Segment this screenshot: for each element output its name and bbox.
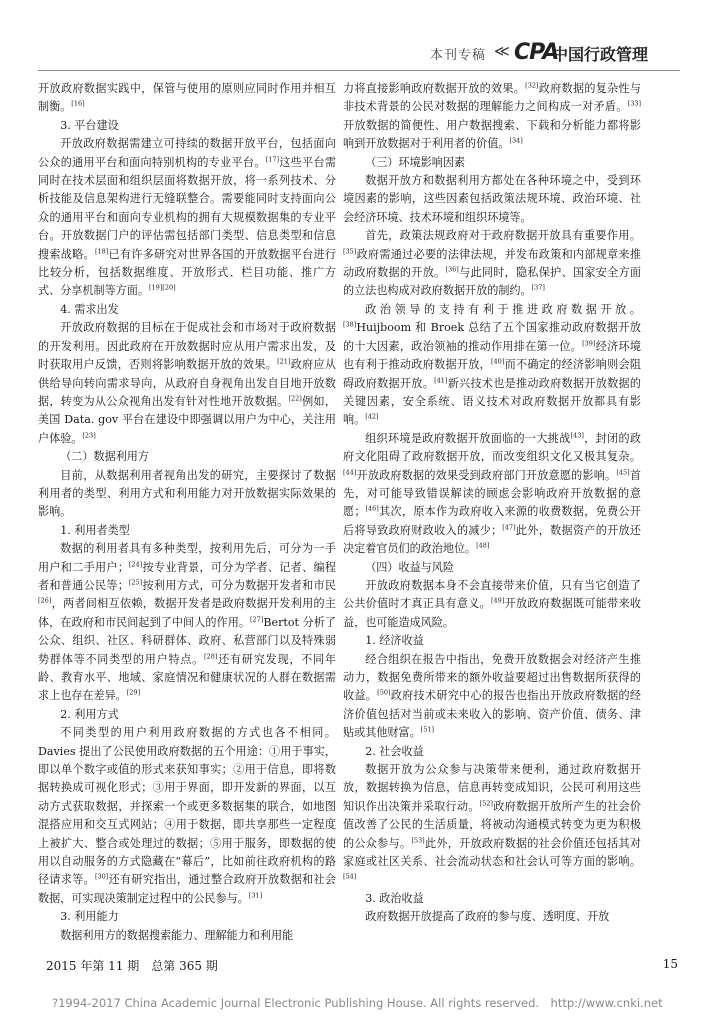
text-run: 按专业背景，可分为学者、记者、编程者和普通公民等； [38, 560, 336, 592]
paragraph [343, 761, 641, 890]
section-heading [38, 117, 336, 135]
citation-ref: [25] [128, 578, 143, 587]
journal-logo: CPA [514, 40, 559, 65]
text-run: 开放政府数据的效果受到政府部门开放意愿的影响。 [356, 468, 617, 482]
paragraph [38, 319, 336, 448]
text-run: 此外，数据资产的开放还决定着官员们的政治地位。 [343, 523, 641, 556]
text-run: 政府数据开放提高了政府的参与度、透明度、开放 [365, 910, 610, 924]
citation-ref: [48] [476, 541, 490, 550]
citation-ref: [45] [616, 467, 630, 476]
paragraph [38, 540, 336, 706]
citation-ref: [47] [502, 523, 516, 532]
journal-name: 中国行政管理 [552, 45, 649, 64]
paragraph [343, 301, 641, 430]
citation-ref: [44] [343, 467, 357, 476]
citation-ref: [22] [288, 394, 302, 403]
text-run: 3. 平台建设 [60, 118, 119, 132]
text-run: 政府数据开放所产生的社会价值改善了公民的生活质量，将被动沟通模式转变为更为积极的公众参与。 [343, 799, 641, 850]
text-run: 目前，从数据利用者视角出发的研究，主要探讨了数据利用者的类型、利用方式和利用能力对开放数据实际效果的影响。 [38, 468, 336, 519]
text-run: 其次，原本作为政府收入来源的收费数据，免费公开后将导致政府财政收入的减少； [343, 505, 641, 537]
text-run: 政府技术研究中心的报告也指出开放政府数据的经济价值包括对当前或未来收入的影响、资产价值、债务、津贴或其他财富。 [343, 689, 641, 740]
text-run: 数据利用方的数据搜索能力、理解能力和利用能 [60, 928, 294, 942]
text-run: 3. 政治收益 [365, 891, 424, 905]
citation-ref: [41] [434, 375, 448, 384]
citation-ref: [31] [248, 891, 263, 900]
text-run: 与此同时，隐私保护、国家安全方面的立法也构成对政府数据开放的制约。 [343, 266, 641, 298]
citation-ref: [17] [265, 154, 280, 163]
paragraph [38, 927, 336, 945]
section-heading [38, 522, 336, 540]
citation-ref: [52] [479, 799, 493, 808]
text-run: Bertot 分析了公众、组织、社区、科研群体、政府、私营部门以及特殊弱势群体等不同类型的用户特点。 [38, 615, 336, 666]
section-heading [38, 448, 336, 466]
text-run: 1. 经济收益 [365, 634, 424, 648]
citation-ref: [43] [570, 431, 584, 440]
citation-ref: [40] [491, 357, 505, 366]
text-run: （二）数据利用方 [60, 450, 149, 464]
text-run: 组织环境是政府数据开放面临的一大挑战 [365, 431, 571, 445]
citation-ref: [21] [277, 357, 291, 366]
paragraph [38, 80, 336, 117]
text-run: 政府应从供给导向转向需求导向，从政府自身视角出发自目地开放数据，转变为从公众视角出发有针对性地开放数据。 [38, 358, 336, 408]
copyright-notice: ?1994-2017 China Academic Journal Electronic Publishing House. All rights reserved. http://www.cnki.net [52, 996, 663, 1010]
text-run: 政府需通过必要的法律法规，并发布政策和内部规章来推动政府数据的开放。 [343, 247, 641, 280]
paragraph [343, 227, 641, 301]
text-run: 开放政府数据实践中，保管与使用的原则应同时作用并相互制衡。 [38, 82, 336, 114]
section-heading [343, 632, 641, 650]
section-heading [343, 890, 641, 908]
text-run: 新兴技术也是推动政府数据开放数据的关键因素，安全系统、语义技术对政府数据开放都具有影响。 [343, 376, 641, 427]
text-run: 数据开放方和数据利用方都处在各种环境之中，受到环境因素的影响，这些因素包括政策法规环境、政治环境、社会经济环境、技术环境和组织环境等。 [343, 174, 641, 224]
paragraph [343, 651, 641, 743]
text-run: 经济环境也有利于推动政府数据开放， [343, 339, 641, 372]
text-run: 首先，政策法规政府对于政府数据开放具有重要作用。 [365, 229, 641, 243]
text-run: 政治领导的支持有利于推进政府数据开放。 [365, 302, 641, 316]
text-run: 经合组织在报告中指出，免费开放数据会对经济产生推动力，数据免费所带来的额外收益要超过出售数据所获得的收益。 [343, 652, 641, 703]
text-run: 2. 利用方式 [60, 707, 119, 721]
text-run: 力将直接影响政府数据开放的效果。 [343, 82, 526, 95]
citation-ref: [50] [377, 688, 391, 697]
citation-ref: [32] [525, 81, 539, 90]
paragraph [38, 467, 336, 522]
citation-ref: [36] [445, 265, 459, 274]
citation-ref: [27] [250, 615, 264, 624]
citation-ref: [19][20] [148, 283, 176, 292]
citation-ref: [26] [38, 596, 52, 605]
citation-ref: [16] [71, 99, 85, 108]
citation-ref: [39] [582, 339, 596, 347]
paragraph [38, 135, 336, 301]
citation-ref: [42] [365, 412, 379, 421]
citation-ref: [49] [491, 596, 505, 605]
section-heading [343, 743, 641, 761]
text-run: （四）收益与风险 [365, 560, 454, 574]
section-heading [343, 559, 641, 577]
citation-ref: [51] [420, 725, 435, 734]
text-run: 还有研究发现，不同年龄、教育水平、地域、家庭情况和健康状况的人群在数据需求上也存在差异。 [38, 652, 336, 703]
citation-ref: [28] [204, 651, 218, 660]
text-run: 开放政府数据的目标在于促成社会和市场对于政府数据的开发利用。因此政府在开放数据时应从用户需求出发，及时获取用户反馈，否则将影响数据开放的效果。 [38, 321, 336, 372]
text-run: ，封闭的政府文化阻碍了政府数据开放，而改变组织文化又极其复杂。 [343, 431, 641, 464]
page-number: 15 [662, 957, 678, 971]
running-header [430, 42, 680, 64]
citation-ref: [54] [343, 872, 357, 881]
text-run: 开放数据的简便性、用户数据搜索、下载和分析能力都将影响到开放数据对于利用者的价值。 [343, 118, 641, 151]
text-run: 开放政府数据需建立可持续的数据开放平台，包括面向公众的通用平台和面向特别机构的专业平台。 [38, 137, 336, 169]
paragraph [343, 430, 641, 559]
text-run: 数据的利用者具有多种类型，按利用先后，可分为一手用户和二手用户； [38, 542, 336, 574]
text-run: 2. 社会收益 [365, 744, 424, 758]
text-run: 数据开放为公众参与决策带来便利，通过政府数据开放，数据转换为信息，信息再转变成知识，公民可利用这些知识作出决策并采取行动。 [343, 763, 641, 813]
issue-info: 2015 年第 11 期 总第 365 期 [46, 959, 218, 973]
left-text-column [38, 80, 336, 950]
text-run: 此外，开放政府数据的社会价值还包括其对家庭或社区关系、社会流动状态和社会认可等方面的影响。 [343, 836, 641, 869]
citation-ref: [34] [509, 136, 523, 145]
citation-ref: [18] [94, 246, 109, 255]
right-text-column [343, 80, 641, 950]
section-heading [38, 301, 336, 319]
paragraph [38, 724, 336, 908]
citation-ref: [24] [128, 559, 143, 568]
header-divider [38, 70, 680, 71]
paragraph [343, 577, 641, 632]
text-run: 3. 利用能力 [60, 910, 119, 924]
citation-ref: [35] [343, 246, 357, 255]
citation-ref: [33] [627, 99, 641, 108]
section-heading [38, 908, 336, 926]
text-run: 政府数据的复杂性与非技术背景的公民对数据的理解能力之间构成一对矛盾。 [343, 82, 641, 114]
text-run: 而不确定的经济影响则会阻碍政府数据开放。 [343, 358, 641, 390]
text-run: ，两者间相互依赖，数据开发者是政府数据开发利用的主体，在政府和市民间起到了中间人的作用。 [38, 597, 336, 629]
text-run: 已有许多研究对世界各国的开放数据平台进行比较分析，包括数据维度、开放形式、栏目功能、推广方式、分享机制等方面。 [38, 247, 336, 298]
section-heading [343, 154, 641, 172]
text-run: 开放政府数据既可能带来收益，也可能造成风险。 [343, 597, 641, 629]
citation-ref: [29] [126, 688, 141, 697]
citation-ref: [53] [411, 835, 425, 844]
citation-ref: [38] [343, 320, 357, 329]
text-run: 不同类型的用户利用政府数据的方式也各不相同。Davies 提出了公民使用政府数据的五个用途：①用于事实，即以单个数字或值的形式来获知事实；②用于信息，即将数据转换成可视化形式；③用于界面，即开发新的界面，以互动方式获取数据，并探索一个或更多数据集的联合，如地图混搭应用和交互式网站；④用于数据，即共享那些一定程度上被扩大、整合或处理过的数据；⑤用于服务，即数据的使用以自动服务的方式隐藏在“幕后”，比如前往政府机构的路径请求等。 [38, 726, 336, 887]
text-run: 这些平台需同时在技术层面和组织层面将数据开放，将一系列技术、分析技能及信息架构进行无缝联整合。需要能同时支持面向公众的通用平台和面向专业机构的拥有大规模数据集的专业平台。开放数据门户的评估需包括部门类型、信息类型和信息搜索战略。 [38, 155, 336, 261]
page-footer [38, 957, 680, 975]
text-run: Huijboom 和 Broek 总结了五个国家推动政府数据开放的十大因素，政治领袖的推动作用排在第一位。 [343, 321, 641, 353]
text-run: （三）环境影响因素 [365, 155, 466, 169]
text-run: 按利用方式，可分为数据开发者和市民 [142, 578, 336, 592]
citation-ref: [46] [365, 504, 379, 513]
text-run: 首先，对可能导致错误解读的顾虑会影响政府开放数据的意愿； [343, 468, 641, 519]
text-run: 开放政府数据本身不会直接带来价值，只有当它创造了公共价值时才真正具有意义。 [343, 578, 641, 611]
text-run: 例如，美国 Data. gov 平台在建设中即强调以用户为中心，关注用户体验。 [38, 394, 336, 445]
citation-ref: [23] [82, 431, 96, 440]
text-run: 4. 需求出发 [60, 302, 119, 316]
section-heading [38, 706, 336, 724]
paragraph [343, 172, 641, 227]
paragraph [343, 80, 641, 154]
paragraph [343, 908, 641, 926]
text-run: 还有研究指出，通过整合政府开放数据和社会数据，可实现决策制定过程中的公民参与。 [38, 873, 336, 905]
citation-ref: [37] [531, 283, 545, 292]
section-tag: 本刊专稿 [430, 48, 487, 63]
citation-ref: [30] [94, 872, 109, 881]
text-run: 1. 利用者类型 [60, 523, 130, 537]
chevron-left-icon: ≪ [494, 42, 510, 60]
